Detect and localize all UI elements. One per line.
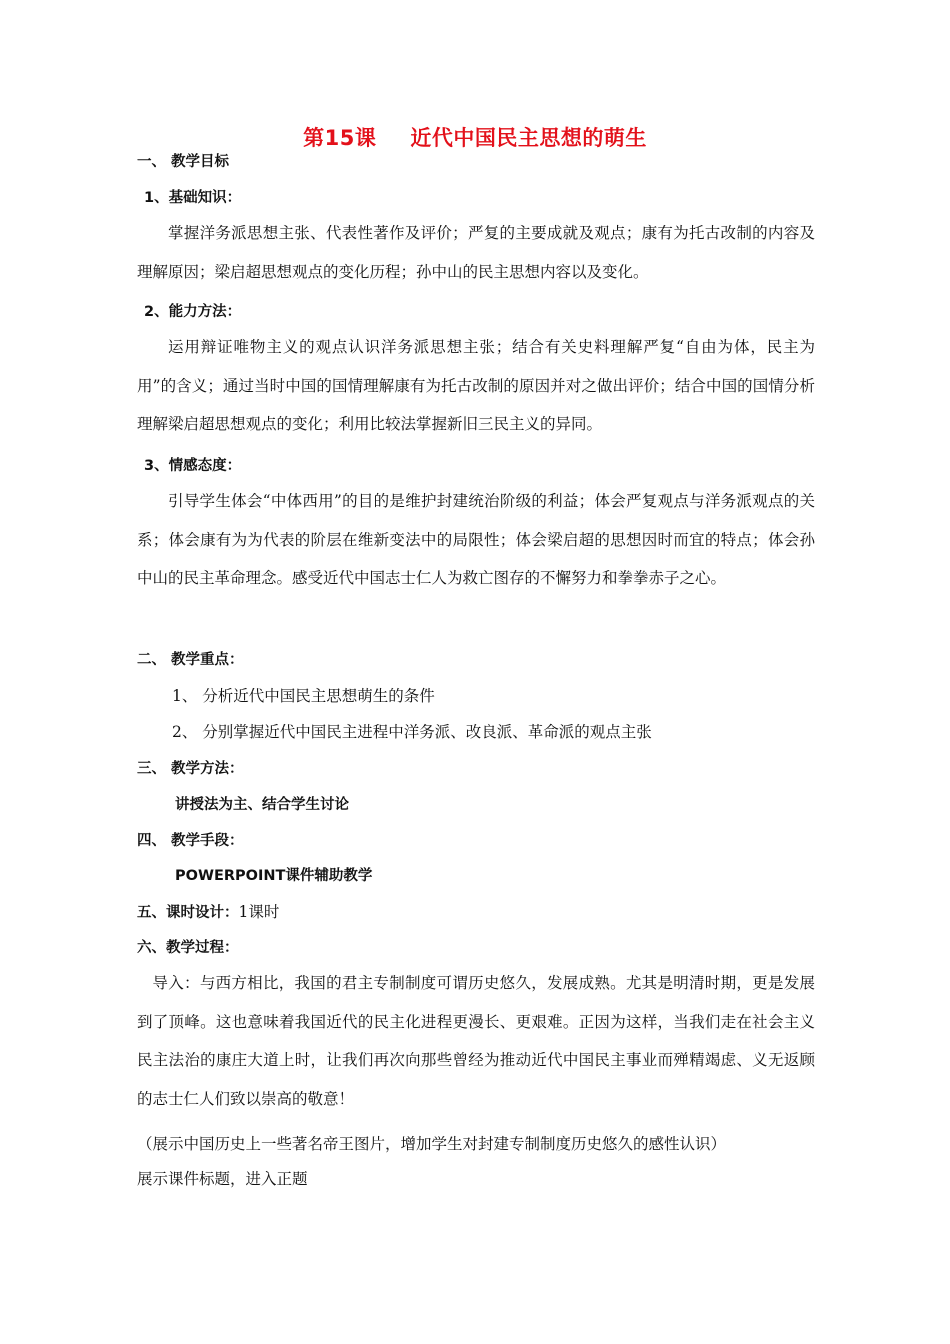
key-point-1: 1、 分析近代中国民主思想萌生的条件 — [172, 687, 435, 705]
teaching-means-text: POWERPOINT课件辅助教学 — [175, 868, 373, 884]
section-1-heading: 一、 教学目标 — [137, 154, 230, 170]
subsection-1-text: 掌握洋务派思想主张、代表性著作及评价；严复的主要成就及观点；康有为托古改制的内容及理解原因；梁启超思想观点的变化历程；孙中山的民主思想内容以及变化。 — [137, 224, 815, 281]
class-hours-text: 1课时 — [238, 903, 280, 921]
subsection-3-text: 引导学生体会“中体西用”的目的是维护封建统治阶级的利益；体会严复观点与洋务派观点的关系；体会康有为为代表的阶层在维新变法中的局限性；体会梁启超的思想因时而宜的特点；体会孙中山的民主革命理念。感受近代中国志士仁人为救亡图存的不懈努力和拳拳赤子之心。 — [137, 492, 815, 587]
subsection-3-heading: 3、情感态度： — [144, 458, 242, 474]
subsection-2-heading: 2、能力方法： — [144, 304, 242, 320]
section-2-heading: 二、 教学重点： — [137, 652, 244, 668]
section-5-heading: 五、课时设计： — [137, 905, 239, 921]
key-point-2: 2、 分别掌握近代中国民主进程中洋务派、改良派、革命派的观点主张 — [172, 723, 652, 741]
title-text: 近代中国民主思想的萌生 — [410, 126, 647, 150]
intro-paragraph: 导入：与西方相比，我国的君主专制制度可谓历史悠久，发展成熟。尤其是明清时期，更是发展到了顶峰。这也意味着我国近代的民主化进程更漫长、更艰难。正因为这样，当我们走在社会主义民主法治的康庄大道上时，让我们再次向那些曾经为推动近代中国民主事业而殚精竭虑、义无返顾的志士仁人们致以崇高的敬意！ — [137, 974, 815, 1108]
subsection-1-heading: 1、基础知识： — [144, 190, 242, 206]
display-note: （展示中国历史上一些著名帝王图片，增加学生对封建专制制度历史悠久的感性认识） — [137, 1135, 727, 1153]
final-line: 展示课件标题，进入正题 — [137, 1170, 308, 1188]
teaching-method-text: 讲授法为主、结合学生讨论 — [175, 797, 349, 813]
title-lesson-number: 第15课 — [303, 126, 377, 150]
section-6-heading: 六、教学过程： — [137, 940, 239, 956]
subsection-2-text: 运用辩证唯物主义的观点认识洋务派思想主张；结合有关史料理解严复“自由为体，民主为用”的含义；通过当时中国的国情理解康有为托古改制的原因并对之做出评价；结合中国的国情分析理解梁启超思想观点的变化；利用比较法掌握新旧三民主义的异同。 — [137, 338, 815, 433]
document-title — [0, 122, 950, 152]
section-4-heading: 四、 教学手段： — [137, 833, 244, 849]
section-3-heading: 三、 教学方法： — [137, 761, 244, 777]
section-5-line — [137, 902, 817, 923]
